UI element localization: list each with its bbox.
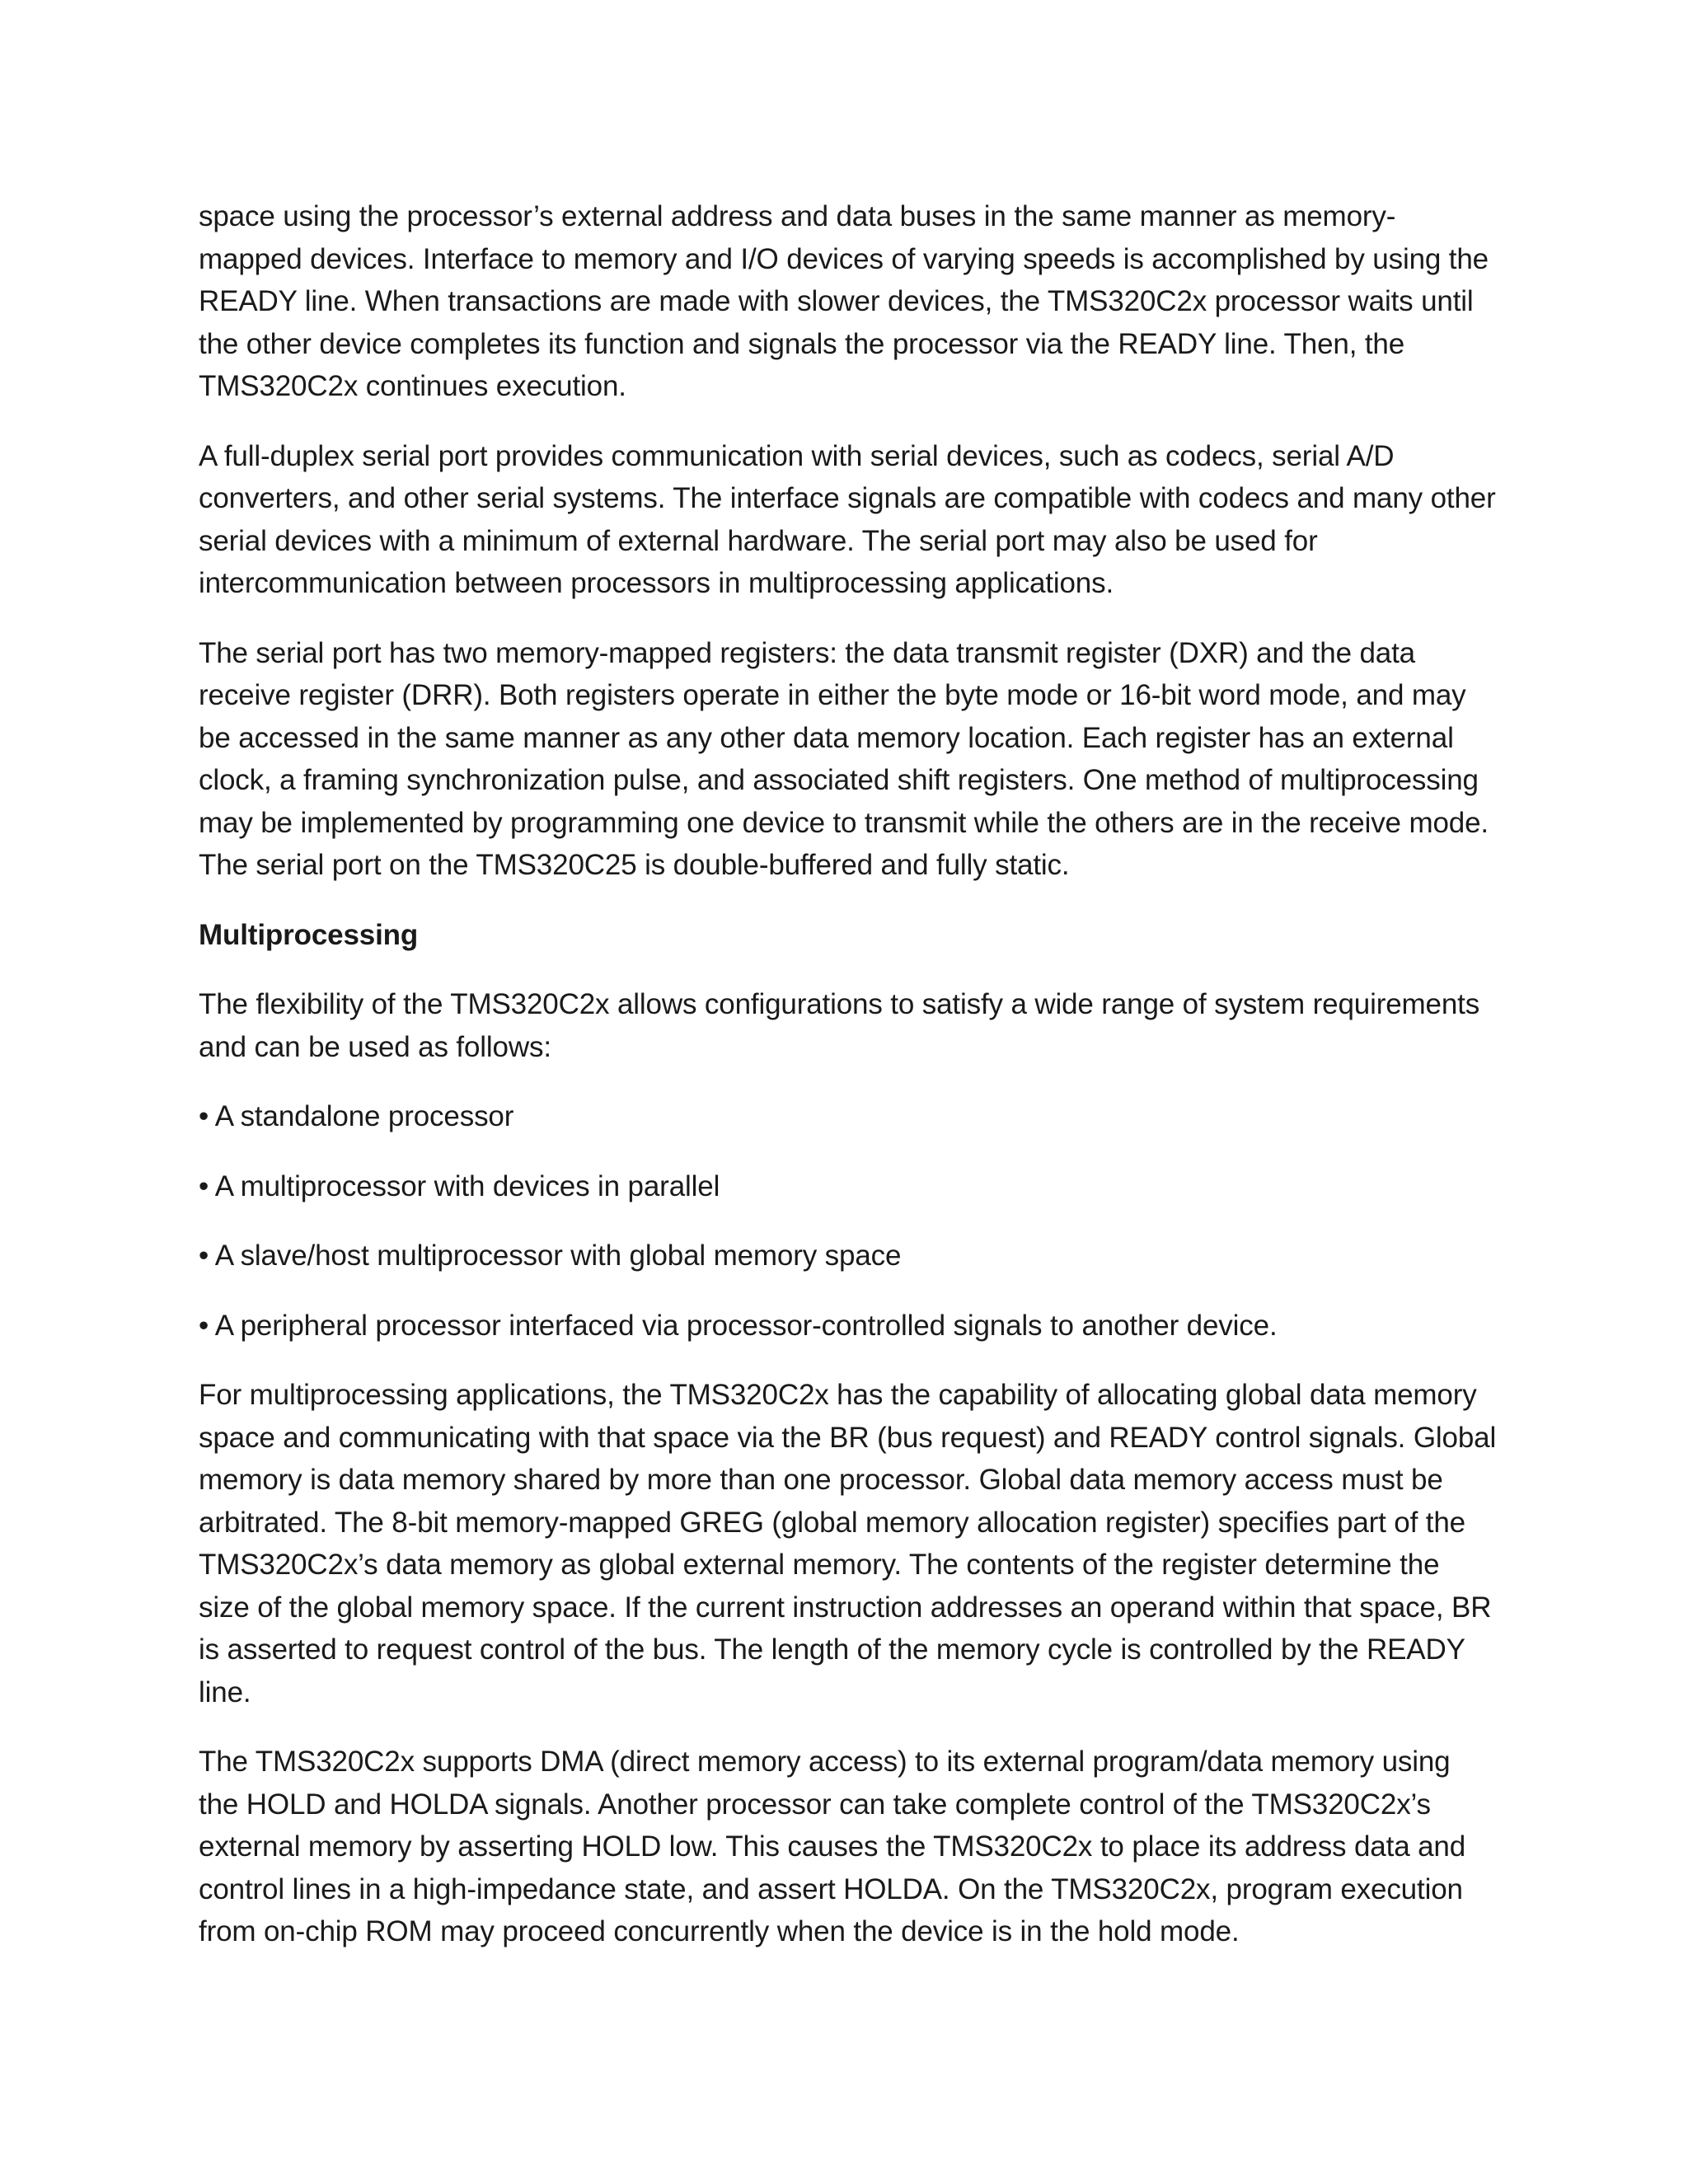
paragraph-flexibility: The flexibility of the TMS320C2x allows configurations to satisfy a wide range of system requirements and can be used as follows: [199,988,1480,1063]
paragraph-bus-interface: space using the processor’s external address and data buses in the same manner as memory-mapped devices. Interface to memory and I/O devices of varying speeds is accomplished by using the READY line. When transactions are made with slower devices, the TMS320C2x processor waits until the other device completes its function and signals the processor via the READY line. Then, the TMS320C2x continues execution. [199,200,1489,402]
paragraph-serial-port: A full-duplex serial port provides communication with serial devices, such as codecs, serial A/D converters, and other serial systems. The interface signals are compatible with codecs and many other serial devices with a minimum of external hardware. The serial port may also be used for intercommunication between processors in multiprocessing applications. [199,439,1496,599]
paragraph-global-memory: For multiprocessing applications, the TMS320C2x has the capability of allocating global data memory space and communicating with that space via the BR (bus request) and READY control signals. Global memory is data memory shared by more than one processor. Global data memory access must be arbitrated. The 8-bit memory-mapped GREG (global memory allocation register) specifies part of the TMS320C2x’s data memory as global external memory. The contents of the register determine the size of the global memory space. If the current instruction addresses an operand within that space, BR is asserted to request control of the bus. The length of the memory cycle is controlled by the READY line. [199,1379,1497,1708]
bullet-item-slave-host: • A slave/host multiprocessor with global memory space [199,1240,902,1272]
document-body [199,195,1497,1980]
bullet-item-peripheral: • A peripheral processor interfaced via processor-controlled signals to another device. [199,1309,1278,1342]
bullet-item-standalone: • A standalone processor [199,1100,514,1132]
paragraph-dma: The TMS320C2x supports DMA (direct memory access) to its external program/data memory using the HOLD and HOLDA signals. Another processor can take complete control of the TMS320C2x’s external memory by asserting HOLD low. This causes the TMS320C2x to place its address data and control lines in a high-impedance state, and assert HOLDA. On the TMS320C2x, program execution from on-chip ROM may proceed concurrently when the device is in the hold mode. [199,1746,1466,1947]
paragraph-serial-registers: The serial port has two memory-mapped registers: the data transmit register (DXR) and the data receive register (DRR). Both registers operate in either the byte mode or 16-bit word mode, and may be accessed in the same manner as any other data memory location. Each register has an external clock, a framing synchronization pulse, and associated shift registers. One method of multiprocessing may be implemented by programming one device to transmit while the others are in the receive mode. The serial port on the TMS320C25 is double-buffered and fully static. [199,636,1489,881]
section-heading-multiprocessing: Multiprocessing [199,918,419,951]
bullet-item-parallel: • A multiprocessor with devices in parallel [199,1169,720,1202]
